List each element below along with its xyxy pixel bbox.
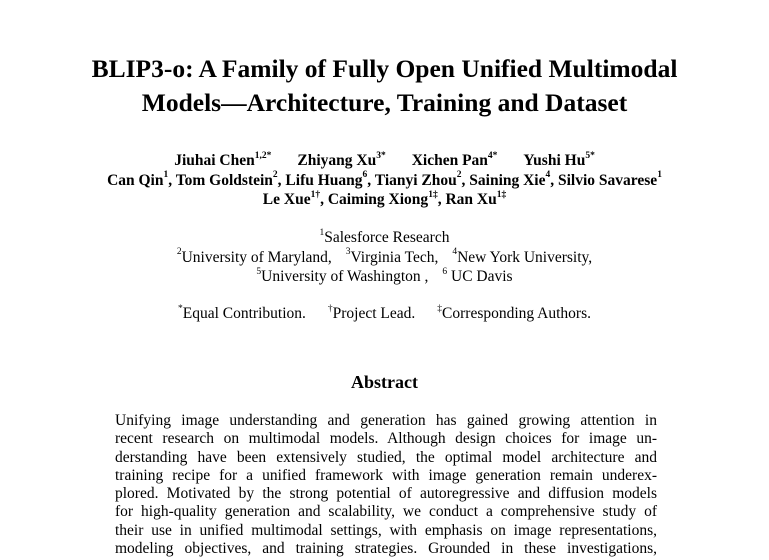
affiliation-mark: 4 bbox=[452, 247, 458, 258]
author-affil-mark: 1,2* bbox=[254, 150, 272, 161]
abstract-body bbox=[115, 412, 657, 558]
abstract-line: training recipe for a unified framework with image generation remain underex- bbox=[115, 466, 657, 484]
abstract-line: their use in unified multimodal settings, with emphasis on image representations, bbox=[115, 521, 657, 539]
affiliation-name: University of Washington , bbox=[261, 268, 429, 285]
affiliation-name: UC Davis bbox=[451, 268, 513, 285]
author-affil-mark: 5* bbox=[585, 150, 595, 161]
affiliation-line-1 bbox=[0, 228, 769, 248]
affiliation-line-2 bbox=[0, 248, 769, 268]
affiliation-mark: 1 bbox=[319, 227, 325, 238]
author-affil-mark: 1† bbox=[310, 189, 321, 200]
abstract-line: derstanding have been extensively studied, the optimal model architecture and bbox=[115, 448, 657, 466]
affiliation-mark: 3 bbox=[345, 247, 351, 258]
author-name: Tom Goldstein bbox=[175, 171, 273, 189]
project-lead-note: Project Lead. bbox=[332, 305, 416, 322]
author-line-3: Le Xue$^{1\dagger}$, Caiming Xiong$^{1\ddagger}$, Ran $Xu^{1\ddagger}$ bbox=[262, 189, 507, 208]
author-name: Ran Xu bbox=[445, 191, 497, 208]
author-name: Yushi Hu bbox=[523, 152, 586, 169]
abstract-line: modeling objectives, and training strategies. Grounded in these investigations, bbox=[115, 540, 657, 558]
contribution-notes bbox=[0, 304, 769, 324]
equal-contribution-note: Equal Contribution. bbox=[182, 305, 306, 322]
abstract-line: Unifying image understanding and generation has gained growing attention in bbox=[115, 412, 657, 429]
author-affil-mark: 1 bbox=[163, 170, 169, 181]
paper-title bbox=[0, 52, 769, 120]
author-name: Lifu Huang bbox=[285, 171, 363, 189]
author-affil-mark: 6 bbox=[362, 170, 368, 181]
author-affil-mark: 1 bbox=[657, 170, 662, 181]
author-name: Zhiyang Xu bbox=[297, 152, 377, 169]
author-name: Caiming Xiong bbox=[327, 191, 429, 208]
title-line-1: BLIP3-o: A Family of Fully Open Unified Multimodal bbox=[91, 54, 678, 83]
affiliation-name: New York University, bbox=[457, 248, 593, 266]
abstract-line: recent research on multimodal models. Although design choices for image un- bbox=[115, 430, 657, 448]
author-name: Xichen Pan bbox=[411, 152, 488, 169]
author-affil-mark: 4* bbox=[487, 150, 498, 161]
author-affil-mark: 2 bbox=[456, 170, 462, 181]
affiliation-name: Virginia Tech, bbox=[350, 248, 439, 266]
author-affil-mark: 2 bbox=[272, 170, 278, 181]
author-name: Tianyi Zhou bbox=[374, 171, 457, 189]
note-mark: ‡ bbox=[437, 303, 443, 314]
affiliation-mark: 6 bbox=[442, 266, 448, 277]
author-line-1 bbox=[0, 151, 769, 171]
author-line-2: Can Qin$^1$, Tom Goldstein$^2$, Lifu Huang$^6$, Tianyi Zhou$^2$, Saining Xie$^4$, Silvio Savarese$^1$ bbox=[107, 170, 662, 189]
author-name: Saining Xie bbox=[469, 171, 546, 189]
note-mark: * bbox=[178, 303, 183, 314]
author-list bbox=[0, 151, 769, 210]
author-affil-mark: 3* bbox=[376, 150, 386, 161]
note-mark: † bbox=[327, 303, 333, 314]
author-name: Can Qin bbox=[107, 171, 164, 189]
abstract-heading: Abstract bbox=[351, 372, 418, 392]
abstract-line: plored. Motivated by the strong potential of autoregressive and diffusion models bbox=[115, 485, 657, 503]
title-line-2: Models—Architecture, Training and Dataset bbox=[141, 88, 628, 117]
affiliation-mark: 2 bbox=[176, 247, 182, 258]
author-name: Le Xue bbox=[262, 191, 311, 208]
affiliation-name: University of Maryland, bbox=[181, 248, 332, 266]
author-affil-mark: 4 bbox=[545, 170, 551, 181]
author-name: Silvio Savarese bbox=[558, 171, 658, 189]
affiliation-mark: 5 bbox=[256, 266, 262, 277]
affiliation-list bbox=[0, 228, 769, 287]
author-affil-mark: 1‡ bbox=[428, 189, 438, 200]
author-affil-mark: 1‡ bbox=[496, 189, 507, 200]
abstract-line: for high-quality generation and scalability, we conduct a comprehensive study of bbox=[115, 503, 657, 521]
affiliation-line-3 bbox=[0, 267, 769, 287]
corresponding-authors-note: Corresponding Authors. bbox=[442, 305, 591, 322]
affiliation-name: Salesforce Research bbox=[324, 229, 450, 246]
author-name: Jiuhai Chen bbox=[174, 152, 255, 169]
